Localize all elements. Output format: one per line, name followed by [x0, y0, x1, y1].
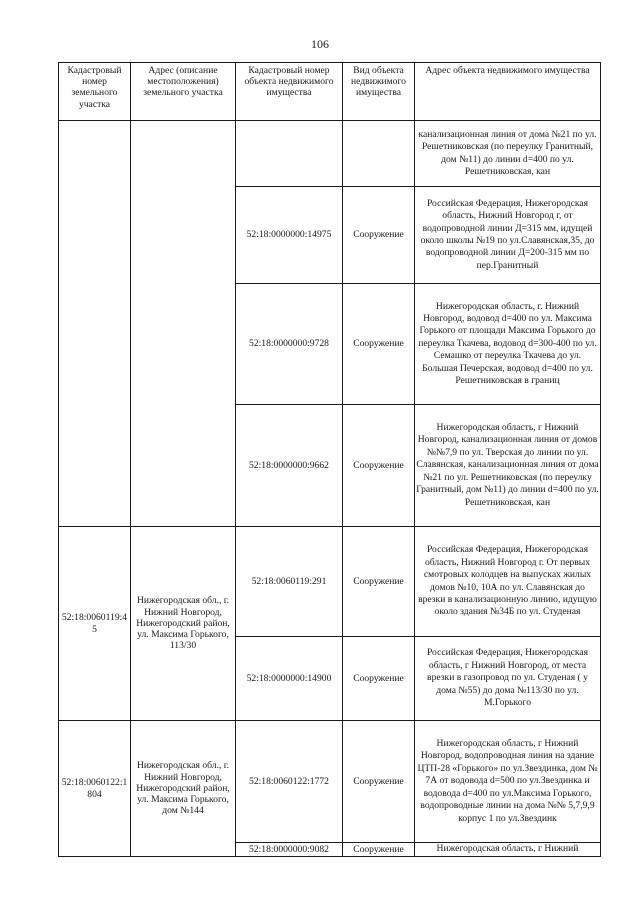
object-cadastral-cell: 52:18:0000000:9728	[236, 284, 343, 405]
object-type-cell: Сооружение	[343, 284, 415, 405]
object-cadastral-cell: 52:18:0060122:1772	[236, 721, 343, 843]
page-number: 106	[311, 37, 329, 51]
table-row	[59, 121, 601, 187]
object-type-cell: Сооружение	[343, 637, 415, 721]
header-object-address: Адрес объекта недвижимого имущества	[415, 63, 601, 121]
object-type-cell: Сооружение	[343, 527, 415, 637]
header-row	[59, 63, 601, 121]
object-cadastral-cell	[236, 121, 343, 187]
table-row	[59, 527, 601, 637]
object-address-cell: Нижегородская область, г. Нижний Новгород, водовод d=400 по ул. Максима Горького от площади Максима Горького до переулка Ткачева, водовод d=300-400 по ул. Семашко от переулка Ткачева до ул. Большая Печерская, водовод d=400 по ул. Решетниковская в границ	[415, 284, 601, 405]
land-address-cell	[131, 121, 236, 527]
property-table	[58, 62, 601, 857]
header-land-cadastral: Кадастровый номер земельного участка	[59, 63, 131, 121]
object-cadastral-cell: 52:18:0060119:291	[236, 527, 343, 637]
object-type-cell	[343, 121, 415, 187]
header-object-type: Вид объекта недвижимого имущества	[343, 63, 415, 121]
object-cadastral-cell: 52:18:0000000:14900	[236, 637, 343, 721]
object-type-cell: Сооружение	[343, 405, 415, 527]
table-row	[59, 721, 601, 843]
object-address-cell: Российская Федерация, Нижегородская область, г Нижний Новгород, от места врезки в газопровод по ул. Студеная ( у дома №55) до дома №113/30 по ул. М.Горького	[415, 637, 601, 721]
object-address-cell: Нижегородская область, г Нижний Новгород, канализационная линия от домов №№7,9 по ул. Тверская до линии по ул. Славянская, канализационная линия от дома №21 по ул. Решетниковская (по переулку Гранитный, дом №11) до линии d=400 по ул. Решетниковская, кан	[415, 405, 601, 527]
object-type-cell: Сооружение	[343, 721, 415, 843]
object-cadastral-cell: 52:18:0000000:9662	[236, 405, 343, 527]
land-address-cell: Нижегородская обл., г. Нижний Новгород, Нижегородский район, ул. Максима Горького, 113/30	[131, 527, 236, 721]
land-cadastral-cell: 52:18:0060119:45	[59, 527, 131, 721]
header-object-cadastral: Кадастровый номер объекта недвижимого имущества	[236, 63, 343, 121]
object-address-cell: Российская Федерация, Нижегородская область, Нижний Новгород г. От первых смотровых колодцев на выпусках жилых домов №10, 10А по ул. Славянская до врезки в канализационную линию, идущую около здания №34Б по ул. Студеная	[415, 527, 601, 637]
land-address-cell: Нижегородская обл., г. Нижний Новгород, Нижегородский район, ул. Максима Горького, дом №144	[131, 721, 236, 857]
object-cadastral-cell: 52:18:0000000:14975	[236, 187, 343, 284]
object-address-cell: Российская Федерация, Нижегородская область, Нижний Новгород г, от водопроводной линии Д=315 мм, идущей около школы №19 по ул.Славянская,35, до водопроводной линии Д=200-315 мм по пер.Гранитный	[415, 187, 601, 284]
object-address-cell: Нижегородская область, г Нижний Новгород, водопроводная линия на здание ЦТП-28 «Горького» по ул.Звездинка, дом № 7А от водовода d=500 по ул.Звездинка и водовода d=400 по ул.Максима Горького, водопроводные линии на дома №№ 5,7,9,9 корпус 1 по ул.Звездинк	[415, 721, 601, 843]
object-cadastral-cell: 52:18:0000000:9082	[236, 843, 343, 857]
object-type-cell: Сооружение	[343, 187, 415, 284]
header-land-address: Адрес (описание местоположения) земельного участка	[131, 63, 236, 121]
land-cadastral-cell	[59, 121, 131, 527]
land-cadastral-cell: 52:18:0060122:1804	[59, 721, 131, 857]
object-address-cell: канализационная линия от дома №21 по ул. Решетниковская (по переулку Гранитный, дом №11) до линии d=400 по ул. Решетниковская, кан	[415, 121, 601, 187]
object-address-cell: Нижегородская область, г Нижний	[415, 843, 601, 857]
object-type-cell: Сооружение	[343, 843, 415, 857]
